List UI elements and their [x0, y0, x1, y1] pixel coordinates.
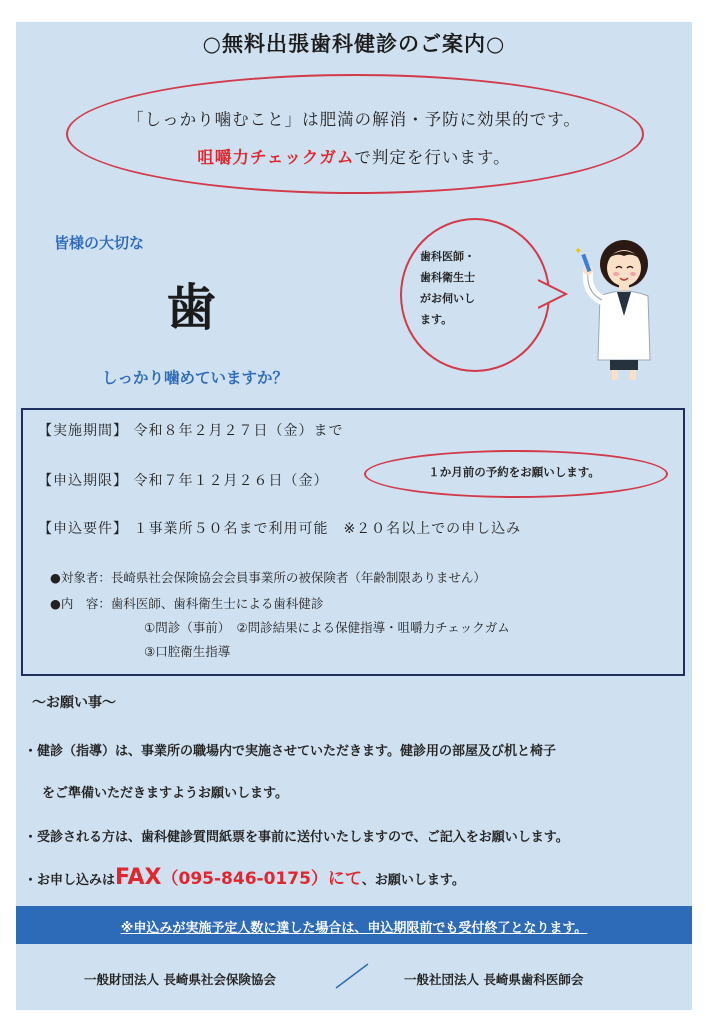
fax-pre: ・お申し込みは [24, 873, 116, 888]
request-paragraph-2: をご準備いただきますようお願いします。 [42, 786, 288, 801]
request-paragraph-1: ・健診（指導）は、事業所の職場内で実施させていただきます。健診用の部屋及び机と椅子 [24, 744, 556, 759]
request-paragraph-3: ・受診される方は、歯科健診質問紙票を事前に送付いたしますので、ご記入をお願いします。 [24, 830, 569, 845]
content-item-1: ①問診（事前） ②問診結果による保健指導・咀嚼力チェックガム [144, 620, 510, 635]
period-value: 令和８年２月２７日（金）まで [133, 423, 344, 439]
deadline-value: 令和７年１２月２６日（金） [133, 473, 329, 489]
requirement-row [38, 518, 521, 538]
content-item-2: ③口腔衛生指導 [144, 644, 231, 659]
doctor-illustration-icon [572, 232, 672, 382]
requests-title: 〜お願い事〜 [32, 695, 116, 711]
fax-label: FAX [115, 865, 162, 890]
tagline-bottom: しっかり噛めていますか？ [102, 369, 289, 387]
requirement-label: 【申込要件】 [38, 521, 128, 537]
bubble-text [420, 246, 530, 330]
fax-niten: にて [327, 869, 362, 889]
intro-line-2-rest: で判定を行います。 [354, 148, 511, 167]
bubble-line: ます。 [420, 313, 453, 326]
requirement-value: １事業所５０名まで利用可能 ※２０名以上での申し込み [133, 521, 522, 537]
fax-post: 、お願いします。 [361, 873, 465, 888]
tagline-top: 皆様の大切な [54, 234, 145, 252]
tooth-kanji: 歯 [166, 279, 216, 337]
fax-number: （095-846-0175） [161, 869, 328, 889]
intro-line-2 [16, 144, 692, 168]
chewing-gum-highlight: 咀嚼力チェックガム [197, 148, 355, 167]
bubble-line: がお伺いし [420, 292, 475, 305]
deadline-label: 【申込期限】 [38, 473, 128, 489]
footer-org-right: 一般社団法人 長崎県歯科医師会 [404, 972, 584, 987]
notice-banner-text: ※申込みが実施予定人数に達した場合は、申込期限前でも受付終了となります。 [120, 921, 588, 936]
bubble-line: 歯科医師・ [420, 250, 475, 263]
bubble-line: 歯科衛生士 [420, 271, 475, 284]
intro-line-1: 「しっかり噛むこと」は肥満の解消・予防に効果的です。 [127, 110, 581, 129]
target-line: ●対象者：長崎県社会保険協会会員事業所の被保険者（年齢制限ありません） [50, 570, 486, 585]
flyer [16, 22, 692, 1010]
page-title: ○無料出張歯科健診のご案内○ [202, 32, 506, 56]
divider-slash-icon [334, 962, 370, 990]
request-paragraph-fax [24, 864, 465, 890]
speech-bubble-tail-icon [538, 274, 568, 314]
footer-org-left: 一般財団法人 長崎県社会保険協会 [84, 972, 276, 987]
intro-ellipse [66, 74, 644, 194]
period-row [38, 420, 343, 440]
deadline-note: １か月前の予約をお願いします。 [428, 465, 600, 479]
svg-text:✦: ✦ [574, 246, 583, 257]
deadline-row [38, 470, 328, 490]
period-label: 【実施期間】 [38, 423, 128, 439]
content-line: ●内 容：歯科医師、歯科衛生士による歯科健診 [50, 596, 324, 611]
